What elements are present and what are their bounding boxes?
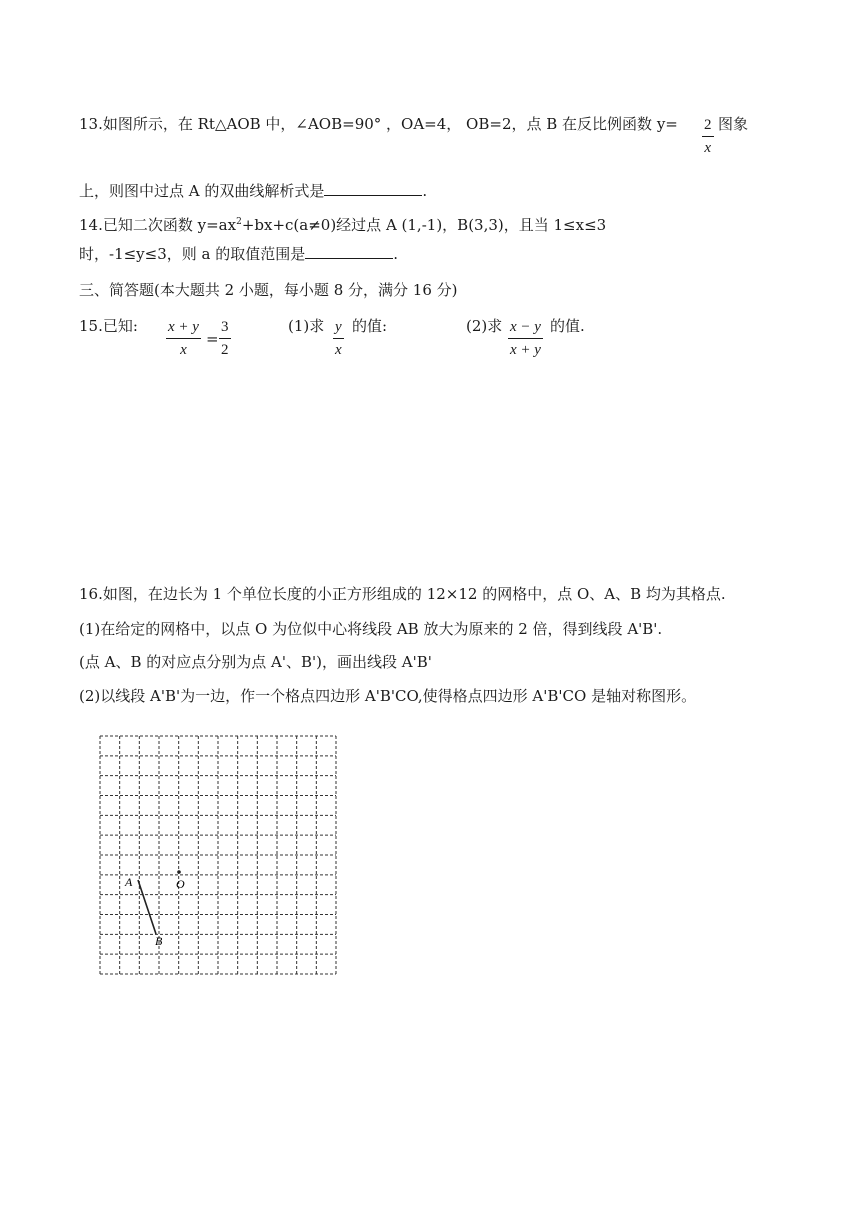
q15-part2-suffix-text: 的值. [550,317,585,335]
q15-part1-suffix-text: 的值: [352,317,388,335]
q16-line1 [79,584,726,604]
q16-line4-text: (2)以线段 A'B'为一边，作一个格点四边形 A'B'CO,使得格点四边形 A'B'CO 是轴对称图形。 [79,687,697,705]
q13-line2-end: . [422,182,428,200]
q15-part1-fraction [333,318,344,359]
section-3-title-text: 三、简答题(本大题共 2 小题，每小题 8 分，满分 16 分) [79,281,458,299]
q15-rhs-num: 3 [221,319,229,335]
q16-grid-figure [96,732,340,978]
q14-line2 [79,244,398,264]
q15-equals-text: = [206,330,219,348]
q16-line2 [79,619,662,639]
q14-answer-blank[interactable] [305,244,393,259]
q15-prefix-text: 15.已知: [79,317,138,335]
q14-line2-text: 时，-1≤y≤3，则 a 的取值范围是 [79,245,306,263]
q16-line4 [79,686,696,706]
q15-equals [206,329,219,349]
grid-svg [96,732,340,978]
q15-given-fraction [166,318,201,359]
q15-part2-prefix [466,316,502,336]
q15-part1-suffix [352,316,387,336]
q14-line2-end: . [393,245,399,263]
q13-frac-num: 2 [704,117,712,133]
q15-part2-fraction [508,318,543,359]
section-3-title [79,280,458,300]
point-b-label: B [155,934,163,948]
q13-frac-bar [702,136,714,137]
q13-line2-text: 上，则图中过点 A 的双曲线解析式是 [79,182,325,200]
q16-line3 [79,652,432,672]
q15-part2-den: x + y [510,342,541,358]
q15-rhs-fraction [219,318,231,359]
q15-given-den: x [180,342,187,358]
q16-line3-text: (点 A、B 的对应点分别为点 A'、B')，画出线段 A'B' [79,653,432,671]
q13-line1-prefix: 13.如图所示，在 Rt△AOB 中，∠AOB=90° ，OA=4， OB=2，点 B 在反比例函数 y= [79,115,678,133]
q15-part2-num: x − y [510,319,541,335]
q15-rhs-den: 2 [221,342,229,358]
q15-given-num: x + y [168,319,199,335]
q14-line1-b: +bx+c(a≠0)经过点 A (1,-1)，B(3,3)，且当 1≤x≤3 [241,216,607,234]
q15-part2-suffix [550,316,585,336]
segment-ab [138,880,156,934]
q15-part2-bar [508,338,543,339]
q15-prefix [79,316,138,336]
q15-part1-prefix-text: (1)求 [288,317,325,335]
q13-answer-blank[interactable] [324,181,422,196]
q15-part1-prefix [288,316,324,336]
q16-line1-text: 16.如图，在边长为 1 个单位长度的小正方形组成的 12×12 的网格中，点 O、A、B 均为其格点. [79,585,726,603]
q13-frac-den: x [704,140,712,156]
grid-lines [100,736,336,974]
point-o-label: O [176,877,185,891]
q14-line1 [79,212,606,235]
q15-part2-prefix-text: (2)求 [466,317,503,335]
q15-part1-den: x [335,342,342,358]
q14-line1-a: 14.已知二次函数 y=ax [79,216,237,234]
q15-part1-bar [333,338,344,339]
point-o-dot [177,870,181,874]
q15-given-bar [166,338,201,339]
q14-superscript: 2 [236,217,242,227]
q13-line1 [79,114,678,134]
q15-part1-num: y [335,319,342,335]
q13-line2 [79,181,427,201]
q16-line2-text: (1)在给定的网格中，以点 O 为位似中心将线段 AB 放大为原来的 2 倍，得到线段 A'B'. [79,620,663,638]
q13-suffix-text: 图象 [718,115,749,133]
q13-fraction [702,116,714,157]
point-a-label: A [125,875,133,889]
q13-line1-suffix [718,114,748,134]
q15-rhs-bar [219,338,231,339]
